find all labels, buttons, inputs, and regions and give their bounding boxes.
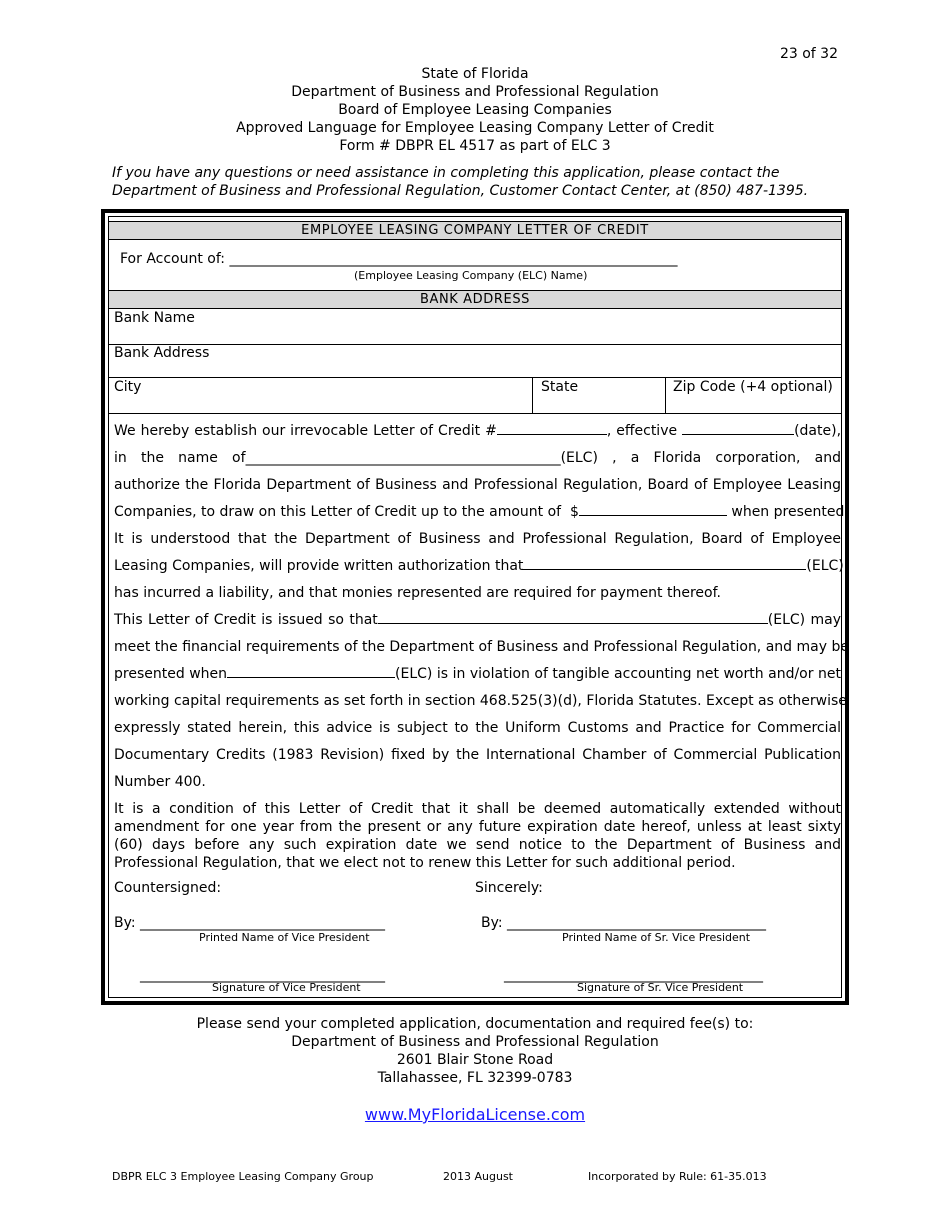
countersigned-label: Countersigned:	[114, 880, 222, 896]
vp-printed-caption: Printed Name of Vice President	[199, 931, 370, 944]
footer-form-id: DBPR ELC 3 Employee Leasing Company Group	[112, 1170, 374, 1183]
svp-printed-caption: Printed Name of Sr. Vice President	[562, 931, 751, 944]
divider	[665, 377, 666, 413]
authorized-elc-blank[interactable]	[523, 554, 806, 570]
footer-date: 2013 August	[443, 1170, 513, 1183]
header-department: Department of Business and Professional Regulation	[291, 84, 659, 100]
divider	[532, 377, 533, 413]
bank-address-title: BANK ADDRESS	[109, 290, 841, 309]
footer-rule: Incorporated by Rule: 61-35.013	[588, 1170, 767, 1183]
extension-condition-text: It is a condition of this Letter of Credit that it shall be deemed automatically extended without amendment for one year from the present or any future expiration date hereof, unless at least sixty (60) days before any such expiration date we send notice to the Department of Business and Professional Regulation, that we elect not to renew this Letter for such additional period.	[114, 801, 841, 871]
letter-body: We hereby establish our irrevocable Letter of Credit # , effective (date), in the name of_____________________________________________(ELC) , a Florida corporation, and authorize the Florida Department of Business and Professional Regulation, Board of Employee Leasing Companies, to draw on this Letter of Credit up to the amount of $ when presented. It is understood that the Department of Business and Professional Regulation, Board of Employee Leasing Companies, will provide written authorization that (ELC) has incurred a liability, and that monies represented are required for payment thereof. This Letter of Credit is issued so that (ELC) may meet the financial requirements of the Department of Business and Professional Regulation, and may be presented when (ELC) is in violation of tangible accounting net worth and/or net working capital requirements as set forth in section 468.525(3)(d), Florida Statutes. Except as otherwise expressly stated herein, this advice is subject to the Uniform Customs and Practice for Commercial Documentary Credits (1983 Revision) fixed by the International Chamber of Commercial Publication Number 400.	[114, 418, 841, 796]
form-title: EMPLOYEE LEASING COMPANY LETTER OF CREDIT	[109, 221, 841, 240]
bank-address-field[interactable]: Bank Address	[114, 345, 210, 361]
vp-printed-name-field[interactable]: By: ___________________________________	[114, 915, 386, 931]
mailing-department: Department of Business and Professional Regulation	[291, 1034, 659, 1050]
for-account-field[interactable]: For Account of: ________________________________________________________________	[120, 251, 678, 267]
effective-date-blank[interactable]	[682, 419, 794, 435]
zip-code-field[interactable]: Zip Code (+4 optional)	[673, 379, 833, 395]
page-number: 23 of 32	[779, 46, 838, 62]
divider	[109, 413, 841, 414]
header-state: State of Florida	[421, 66, 529, 82]
vp-signature-caption: Signature of Vice President	[212, 981, 361, 994]
mailing-line: Please send your completed application, documentation and required fee(s) to:	[196, 1016, 754, 1032]
document-header	[0, 65, 950, 155]
issued-elc-blank[interactable]	[378, 608, 768, 624]
loc-number-blank[interactable]	[497, 419, 607, 435]
mailing-city: Tallahassee, FL 32399-0783	[377, 1070, 573, 1086]
for-account-caption: (Employee Leasing Company (ELC) Name)	[354, 269, 588, 282]
amount-blank[interactable]	[579, 500, 727, 516]
divider	[109, 344, 841, 345]
svp-signature-caption: Signature of Sr. Vice President	[577, 981, 744, 994]
mailing-instructions	[0, 1015, 950, 1087]
svp-signature-field[interactable]: _____________________________________	[504, 967, 763, 983]
website-link[interactable]: www.MyFloridaLicense.com	[364, 1105, 586, 1124]
svp-printed-name-field[interactable]: By: _____________________________________	[481, 915, 767, 931]
state-field[interactable]: State	[541, 379, 579, 395]
mailing-street: 2601 Blair Stone Road	[396, 1052, 554, 1068]
header-board: Board of Employee Leasing Companies	[338, 102, 612, 118]
divider	[109, 377, 841, 378]
intro-contact-text: If you have any questions or need assistance in completing this application, please contact the Department of Business and Professional Regulation, Customer Contact Center, at (850) 487-1395.	[112, 165, 809, 199]
vp-signature-field[interactable]: ___________________________________	[140, 967, 385, 983]
header-form-title: Approved Language for Employee Leasing Company Letter of Credit	[236, 120, 714, 136]
bank-name-field[interactable]: Bank Name	[114, 310, 195, 326]
header-form-number: Form # DBPR EL 4517 as part of ELC 3	[339, 138, 611, 154]
city-field[interactable]: City	[114, 379, 142, 395]
elc-name-blank[interactable]: _____________________________________________	[245, 450, 561, 466]
letter-of-credit-form	[101, 209, 849, 1005]
sincerely-label: Sincerely:	[475, 880, 543, 896]
violation-elc-blank[interactable]	[227, 662, 395, 678]
